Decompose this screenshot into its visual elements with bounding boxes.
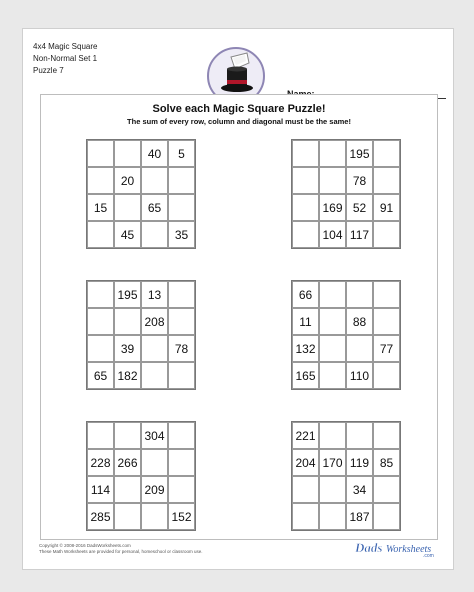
grid-cell[interactable]: 40 — [141, 140, 168, 167]
instructions-subtitle: The sum of every row, column and diagonal must be the same! — [127, 117, 351, 126]
grid-cell[interactable]: 11 — [292, 308, 319, 335]
grid-cell[interactable]: 91 — [373, 194, 400, 221]
grid-cell[interactable] — [114, 140, 141, 167]
grid-cell[interactable]: 66 — [292, 281, 319, 308]
grid-cell[interactable] — [292, 221, 319, 248]
grid-cell[interactable] — [292, 476, 319, 503]
grid-cell[interactable] — [87, 422, 114, 449]
grid-cell[interactable]: 114 — [87, 476, 114, 503]
grid-cell[interactable] — [87, 281, 114, 308]
grid-cell[interactable]: 78 — [346, 167, 373, 194]
grid-cell[interactable]: 182 — [114, 362, 141, 389]
grid-cell[interactable] — [373, 221, 400, 248]
magic-square-4 — [291, 280, 401, 390]
grid-cell[interactable] — [319, 281, 346, 308]
grid-cell[interactable]: 78 — [168, 335, 195, 362]
grid-cell[interactable] — [114, 194, 141, 221]
grid-cell[interactable]: 77 — [373, 335, 400, 362]
grid-cell[interactable]: 39 — [114, 335, 141, 362]
grid-cell[interactable]: 104 — [319, 221, 346, 248]
grid-cell[interactable] — [87, 335, 114, 362]
grid-cell[interactable]: 52 — [346, 194, 373, 221]
grid-cell[interactable] — [319, 140, 346, 167]
grid-cell[interactable] — [319, 167, 346, 194]
grid-cell[interactable]: 119 — [346, 449, 373, 476]
grid-cell[interactable] — [346, 422, 373, 449]
grid-cell[interactable]: 20 — [114, 167, 141, 194]
grid-cell[interactable] — [87, 221, 114, 248]
grid-cell[interactable] — [346, 335, 373, 362]
grid-cell[interactable] — [114, 503, 141, 530]
svg-text:Worksheets: Worksheets — [386, 544, 432, 555]
grid-cell[interactable] — [346, 281, 373, 308]
grid-cell[interactable] — [141, 362, 168, 389]
svg-text:.com: .com — [423, 553, 434, 559]
dadsworksheets-logo — [353, 534, 447, 560]
grid-cell[interactable] — [373, 362, 400, 389]
grid-cell[interactable]: 304 — [141, 422, 168, 449]
magic-square-6 — [291, 421, 401, 531]
grid-cell[interactable]: 65 — [87, 362, 114, 389]
worksheet-meta — [33, 41, 97, 77]
magic-square-1 — [86, 139, 196, 249]
grid-cell[interactable] — [319, 503, 346, 530]
puzzle-number: Puzzle 7 — [33, 66, 64, 75]
grid-cell[interactable]: 88 — [346, 308, 373, 335]
grid-cell[interactable]: 195 — [346, 140, 373, 167]
grid-cell[interactable] — [168, 194, 195, 221]
grid-cell[interactable] — [141, 449, 168, 476]
grid-cell[interactable] — [168, 362, 195, 389]
footer — [39, 543, 203, 555]
grid-cell[interactable]: 132 — [292, 335, 319, 362]
grid-cell[interactable]: 285 — [87, 503, 114, 530]
grid-cell[interactable] — [168, 476, 195, 503]
puzzle-panel — [40, 94, 438, 540]
grid-cell[interactable] — [168, 449, 195, 476]
grid-cell[interactable]: 165 — [292, 362, 319, 389]
grid-cell[interactable]: 45 — [114, 221, 141, 248]
grid-cell[interactable] — [141, 335, 168, 362]
grid-cell[interactable]: 208 — [141, 308, 168, 335]
magic-square-2 — [291, 139, 401, 249]
worksheet-set: Non-Normal Set 1 — [33, 54, 98, 63]
grid-cell[interactable] — [168, 308, 195, 335]
grid-cell[interactable] — [114, 422, 141, 449]
worksheet-type: 4x4 Magic Square — [33, 42, 98, 51]
grid-cell[interactable]: 221 — [292, 422, 319, 449]
grid-cell[interactable]: 5 — [168, 140, 195, 167]
grid-cell[interactable] — [319, 422, 346, 449]
grid-cell[interactable] — [292, 167, 319, 194]
grid-cell[interactable]: 34 — [346, 476, 373, 503]
grid-cell[interactable]: 110 — [346, 362, 373, 389]
grid-cell[interactable]: 195 — [114, 281, 141, 308]
grid-cell[interactable]: 209 — [141, 476, 168, 503]
grid-cell[interactable] — [319, 362, 346, 389]
usage-note: These Math Worksheets are provided for personal, homeschool or classroom use. — [39, 549, 203, 554]
grid-cell[interactable] — [87, 308, 114, 335]
grid-cell[interactable]: 187 — [346, 503, 373, 530]
copyright-text: Copyright © 2008-2016 DadsWorksheets.com — [39, 543, 131, 548]
grid-cell[interactable]: 15 — [87, 194, 114, 221]
grid-cell[interactable] — [168, 167, 195, 194]
magic-square-5 — [86, 421, 196, 531]
grid-cell[interactable] — [141, 221, 168, 248]
grid-cell[interactable]: 117 — [346, 221, 373, 248]
instructions-title: Solve each Magic Square Puzzle! — [152, 103, 326, 115]
grid-cell[interactable]: 13 — [141, 281, 168, 308]
grid-cell[interactable]: 228 — [87, 449, 114, 476]
svg-text:Dads: Dads — [355, 540, 383, 555]
grid-cell[interactable] — [319, 308, 346, 335]
grid-cell[interactable]: 35 — [168, 221, 195, 248]
grid-cell[interactable]: 204 — [292, 449, 319, 476]
grid-cell[interactable] — [141, 167, 168, 194]
grid-cell[interactable] — [373, 422, 400, 449]
worksheet-page — [22, 28, 454, 570]
grid-cell[interactable] — [87, 140, 114, 167]
grid-cell[interactable] — [373, 308, 400, 335]
grid-cell[interactable] — [168, 422, 195, 449]
grid-cell[interactable] — [319, 476, 346, 503]
grid-cell[interactable]: 169 — [319, 194, 346, 221]
grid-cell[interactable] — [114, 308, 141, 335]
grid-cell[interactable] — [292, 140, 319, 167]
grid-cell[interactable]: 170 — [319, 449, 346, 476]
grid-cell[interactable] — [373, 476, 400, 503]
grid-cell[interactable]: 152 — [168, 503, 195, 530]
grid-cell[interactable] — [87, 167, 114, 194]
grid-cell[interactable] — [292, 194, 319, 221]
grid-cell[interactable] — [168, 281, 195, 308]
grid-cell[interactable] — [114, 476, 141, 503]
grid-cell[interactable] — [141, 503, 168, 530]
grid-cell[interactable] — [292, 503, 319, 530]
grid-cell[interactable]: 65 — [141, 194, 168, 221]
grid-cell[interactable] — [373, 140, 400, 167]
grid-cell[interactable] — [373, 167, 400, 194]
grid-cell[interactable] — [373, 503, 400, 530]
magic-square-3 — [86, 280, 196, 390]
grid-cell[interactable] — [373, 281, 400, 308]
grid-cell[interactable]: 85 — [373, 449, 400, 476]
grid-cell[interactable] — [319, 335, 346, 362]
grid-cell[interactable]: 266 — [114, 449, 141, 476]
